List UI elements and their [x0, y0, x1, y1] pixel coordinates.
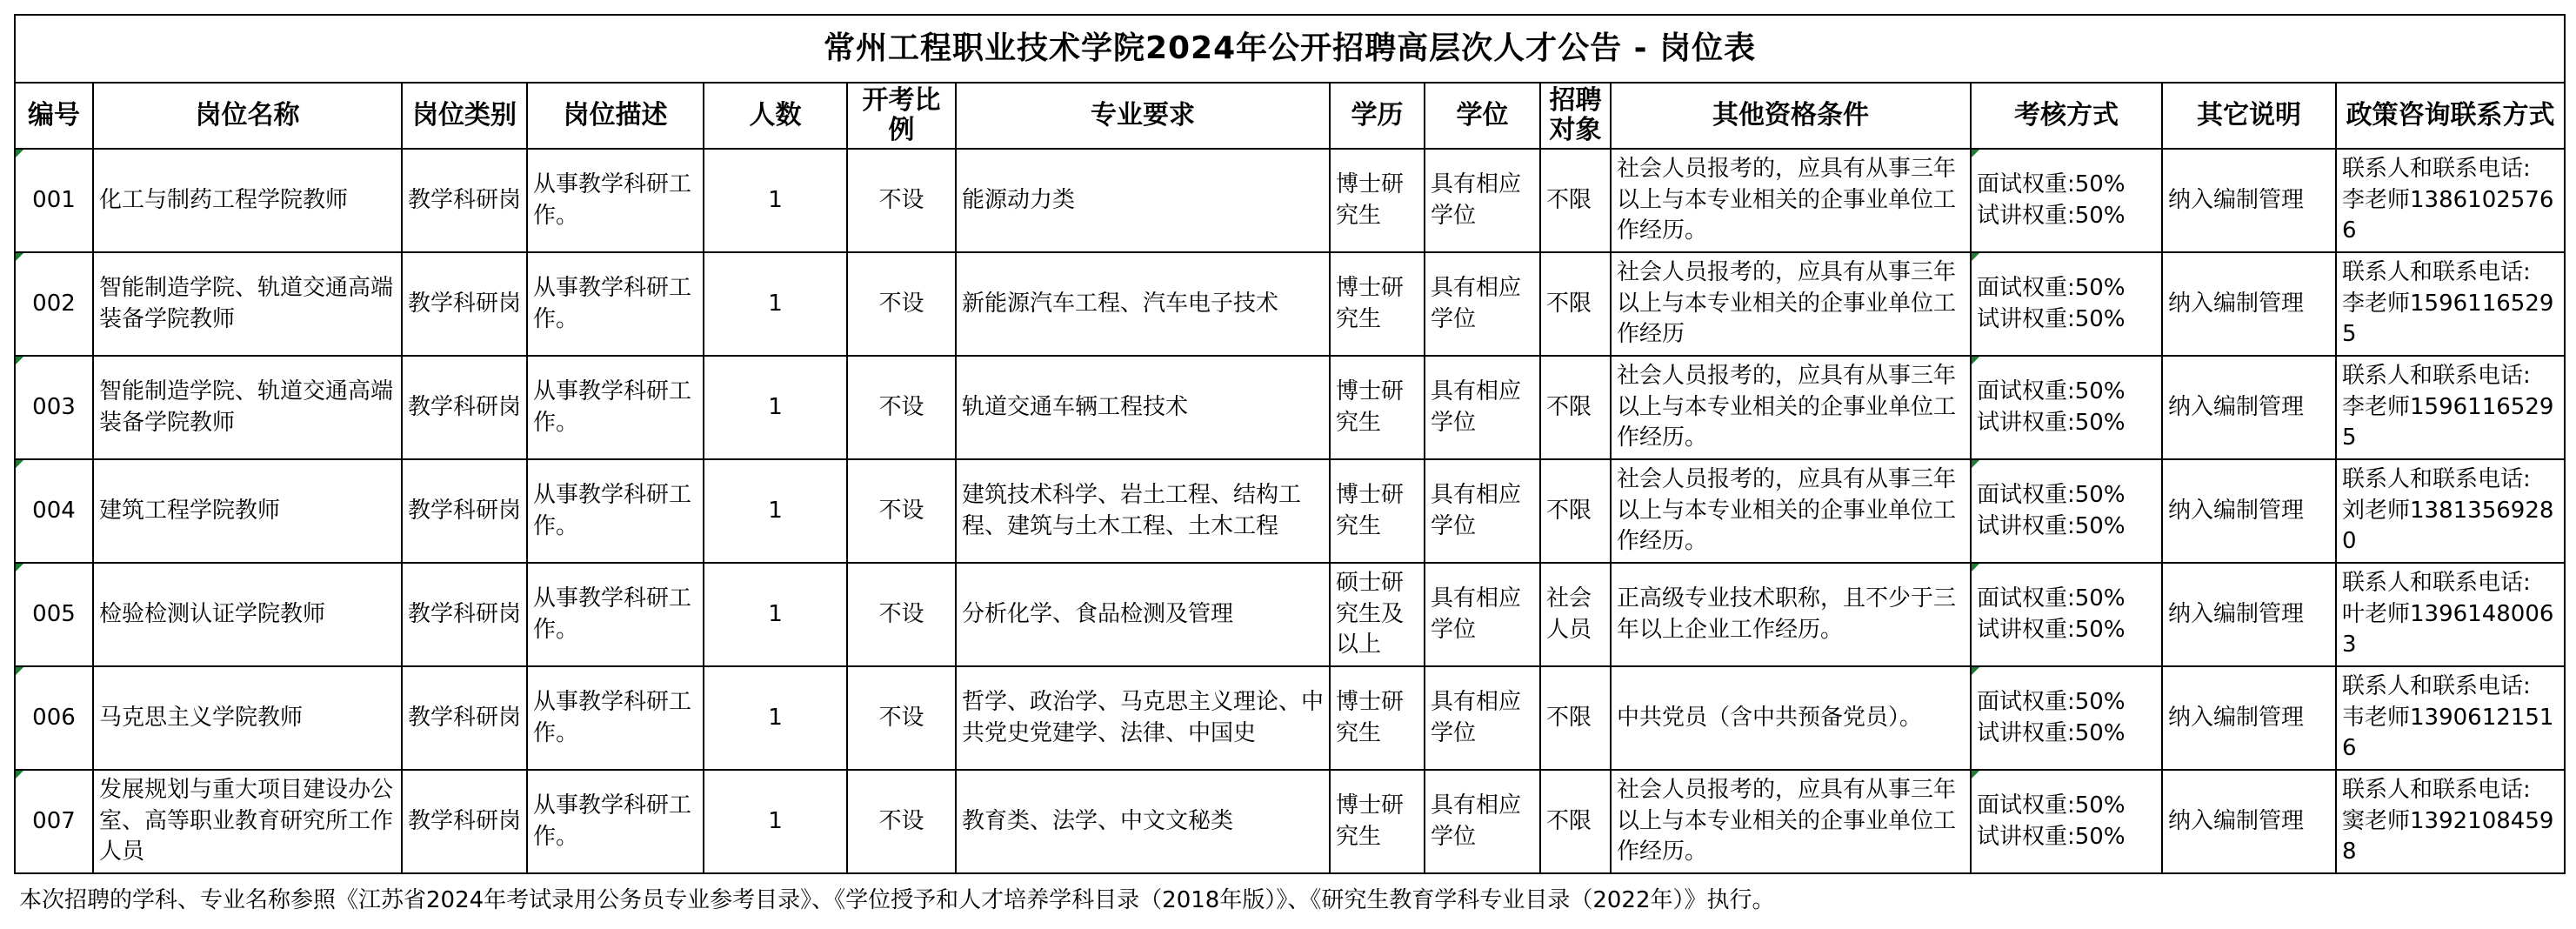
- cell-major: 分析化学、食品检测及管理: [956, 563, 1330, 666]
- cell-count: 1: [704, 252, 847, 356]
- cell-assessment-line: 面试权重:50%: [1977, 274, 2126, 301]
- cell-education: 博士研究生: [1330, 770, 1425, 873]
- cell-assessment-line: 面试权重:50%: [1977, 378, 2126, 404]
- cell-ratio: 不设: [847, 252, 956, 356]
- cell-assessment-line: 试讲权重:50%: [1977, 616, 2126, 643]
- cell-target: 不限: [1540, 356, 1611, 459]
- cell-degree: 具有相应学位: [1425, 770, 1540, 873]
- cell-count: 1: [704, 770, 847, 873]
- cell-position-name: 发展规划与重大项目建设办公室、高等职业教育研究所工作人员: [93, 770, 402, 873]
- header-contact: 政策咨询联系方式: [2336, 83, 2565, 149]
- cell-position-name: 化工与制药工程学院教师: [93, 149, 402, 252]
- cell-description: 从事教学科研工作。: [527, 252, 704, 356]
- cell-contact: [2336, 770, 2565, 873]
- header-ratio: 开考比例: [847, 83, 956, 149]
- cell-description: 从事教学科研工作。: [527, 149, 704, 252]
- cell-target: 不限: [1540, 770, 1611, 873]
- cell-other-conditions: 社会人员报考的，应具有从事三年以上与本专业相关的企事业单位工作经历。: [1611, 770, 1971, 873]
- cell-education: 博士研究生: [1330, 149, 1425, 252]
- cell-id: 004: [15, 459, 93, 563]
- cell-degree: 具有相应学位: [1425, 563, 1540, 666]
- cell-id: 006: [15, 666, 93, 770]
- header-id: 编号: [15, 83, 93, 149]
- cell-assessment: [1971, 149, 2162, 252]
- cell-count: 1: [704, 459, 847, 563]
- header-other-conditions: 其他资格条件: [1611, 83, 1971, 149]
- cell-id: 001: [15, 149, 93, 252]
- table-row: [15, 770, 2565, 873]
- cell-assessment-line: 面试权重:50%: [1977, 170, 2126, 197]
- table-row: [15, 459, 2565, 563]
- cell-description: 从事教学科研工作。: [527, 666, 704, 770]
- cell-count: 1: [704, 356, 847, 459]
- cell-other-conditions: 社会人员报考的，应具有从事三年以上与本专业相关的企事业单位工作经历。: [1611, 356, 1971, 459]
- cell-major: 教育类、法学、中文文秘类: [956, 770, 1330, 873]
- cell-id: 002: [15, 252, 93, 356]
- cell-id: 003: [15, 356, 93, 459]
- cell-count: 1: [704, 149, 847, 252]
- cell-assessment: [1971, 563, 2162, 666]
- cell-category: 教学科研岗: [402, 459, 527, 563]
- cell-count: 1: [704, 563, 847, 666]
- cell-assessment: [1971, 459, 2162, 563]
- cell-position-name: 检验检测认证学院教师: [93, 563, 402, 666]
- cell-assessment-line: 试讲权重:50%: [1977, 823, 2126, 850]
- cell-contact-line: 联系人和联系电话:: [2342, 155, 2531, 182]
- cell-contact: [2336, 459, 2565, 563]
- table-row: [15, 666, 2565, 770]
- header-target: 招聘对象: [1540, 83, 1611, 149]
- job-position-sheet: [14, 14, 2564, 874]
- cell-category: 教学科研岗: [402, 252, 527, 356]
- cell-category: 教学科研岗: [402, 356, 527, 459]
- page-title: 常州工程职业技术学院2024年公开招聘高层次人才公告 - 岗位表: [15, 15, 2565, 83]
- cell-contact-line: 联系人和联系电话:: [2342, 569, 2531, 596]
- cell-assessment-line: 试讲权重:50%: [1977, 409, 2126, 436]
- cell-target: 不限: [1540, 149, 1611, 252]
- cell-category: 教学科研岗: [402, 149, 527, 252]
- cell-contact-line: 联系人和联系电话:: [2342, 465, 2531, 492]
- footnote: 本次招聘的学科、专业名称参照《江苏省2024年考试录用公务员专业参考目录》、《学位授予和人才培养学科目录（2018年版）》、《研究生教育学科专业目录（2022年）》执行。: [19, 887, 1775, 913]
- cell-count: 1: [704, 666, 847, 770]
- cell-contact: [2336, 149, 2565, 252]
- cell-degree: 具有相应学位: [1425, 149, 1540, 252]
- cell-assessment-line: 面试权重:50%: [1977, 688, 2126, 715]
- cell-ratio: 不设: [847, 770, 956, 873]
- header-note: 其它说明: [2162, 83, 2336, 149]
- cell-category: 教学科研岗: [402, 563, 527, 666]
- table-row: [15, 252, 2565, 356]
- cell-contact-line: 李老师15961165295: [2342, 393, 2554, 451]
- header-position-name: 岗位名称: [93, 83, 402, 149]
- cell-category: 教学科研岗: [402, 770, 527, 873]
- cell-target: 不限: [1540, 252, 1611, 356]
- cell-major: 轨道交通车辆工程技术: [956, 356, 1330, 459]
- cell-position-name: 建筑工程学院教师: [93, 459, 402, 563]
- cell-assessment-line: 试讲权重:50%: [1977, 719, 2126, 746]
- cell-other-conditions: 中共党员（含中共预备党员）。: [1611, 666, 1971, 770]
- cell-note: 纳入编制管理: [2162, 770, 2336, 873]
- cell-major: 能源动力类: [956, 149, 1330, 252]
- cell-description: 从事教学科研工作。: [527, 563, 704, 666]
- cell-other-conditions: 正高级专业技术职称，且不少于三年以上企业工作经历。: [1611, 563, 1971, 666]
- cell-education: 硕士研究生及以上: [1330, 563, 1425, 666]
- cell-position-name: 智能制造学院、轨道交通高端装备学院教师: [93, 356, 402, 459]
- cell-major: 建筑技术科学、岩土工程、结构工程、建筑与土木工程、土木工程: [956, 459, 1330, 563]
- cell-target: 社会人员: [1540, 563, 1611, 666]
- cell-other-conditions: 社会人员报考的，应具有从事三年以上与本专业相关的企事业单位工作经历。: [1611, 459, 1971, 563]
- cell-assessment-line: 试讲权重:50%: [1977, 202, 2126, 229]
- cell-ratio: 不设: [847, 563, 956, 666]
- cell-assessment: [1971, 666, 2162, 770]
- cell-major: 新能源汽车工程、汽车电子技术: [956, 252, 1330, 356]
- cell-contact: [2336, 356, 2565, 459]
- header-description: 岗位描述: [527, 83, 704, 149]
- header-major: 专业要求: [956, 83, 1330, 149]
- cell-target: 不限: [1540, 459, 1611, 563]
- cell-note: 纳入编制管理: [2162, 356, 2336, 459]
- cell-assessment-line: 试讲权重:50%: [1977, 512, 2126, 539]
- cell-contact-line: 韦老师13906121516: [2342, 704, 2554, 762]
- cell-degree: 具有相应学位: [1425, 356, 1540, 459]
- header-row: [15, 83, 2565, 149]
- cell-ratio: 不设: [847, 356, 956, 459]
- header-degree: 学位: [1425, 83, 1540, 149]
- table-body: [15, 149, 2565, 873]
- cell-contact-line: 李老师15961165295: [2342, 290, 2554, 348]
- cell-assessment-line: 面试权重:50%: [1977, 585, 2126, 612]
- cell-position-name: 智能制造学院、轨道交通高端装备学院教师: [93, 252, 402, 356]
- cell-contact: [2336, 252, 2565, 356]
- table-row: [15, 356, 2565, 459]
- cell-assessment-line: 面试权重:50%: [1977, 481, 2126, 508]
- cell-contact-line: 联系人和联系电话:: [2342, 672, 2531, 699]
- cell-contact-line: 窦老师13921084598: [2342, 807, 2554, 866]
- table-row: [15, 563, 2565, 666]
- cell-education: 博士研究生: [1330, 666, 1425, 770]
- cell-assessment: [1971, 356, 2162, 459]
- cell-assessment-line: 试讲权重:50%: [1977, 305, 2126, 332]
- cell-major: 哲学、政治学、马克思主义理论、中共党史党建学、法律、中国史: [956, 666, 1330, 770]
- cell-description: 从事教学科研工作。: [527, 770, 704, 873]
- position-table: [14, 14, 2566, 874]
- cell-contact-line: 刘老师13813569280: [2342, 497, 2554, 555]
- title-row: [15, 15, 2565, 83]
- cell-other-conditions: 社会人员报考的，应具有从事三年以上与本专业相关的企事业单位工作经历。: [1611, 149, 1971, 252]
- cell-note: 纳入编制管理: [2162, 563, 2336, 666]
- cell-id: 007: [15, 770, 93, 873]
- cell-description: 从事教学科研工作。: [527, 356, 704, 459]
- cell-note: 纳入编制管理: [2162, 252, 2336, 356]
- cell-contact: [2336, 666, 2565, 770]
- cell-note: 纳入编制管理: [2162, 459, 2336, 563]
- header-category: 岗位类别: [402, 83, 527, 149]
- cell-target: 不限: [1540, 666, 1611, 770]
- cell-contact-line: 联系人和联系电话:: [2342, 258, 2531, 285]
- cell-assessment: [1971, 252, 2162, 356]
- cell-position-name: 马克思主义学院教师: [93, 666, 402, 770]
- cell-other-conditions: 社会人员报考的，应具有从事三年以上与本专业相关的企事业单位工作经历: [1611, 252, 1971, 356]
- cell-note: 纳入编制管理: [2162, 149, 2336, 252]
- cell-degree: 具有相应学位: [1425, 459, 1540, 563]
- cell-category: 教学科研岗: [402, 666, 527, 770]
- cell-id: 005: [15, 563, 93, 666]
- cell-education: 博士研究生: [1330, 459, 1425, 563]
- cell-description: 从事教学科研工作。: [527, 459, 704, 563]
- cell-assessment-line: 面试权重:50%: [1977, 792, 2126, 819]
- cell-contact-line: 李老师13861025766: [2342, 186, 2554, 244]
- cell-note: 纳入编制管理: [2162, 666, 2336, 770]
- cell-ratio: 不设: [847, 666, 956, 770]
- header-assessment: 考核方式: [1971, 83, 2162, 149]
- cell-contact-line: 联系人和联系电话:: [2342, 362, 2531, 389]
- cell-degree: 具有相应学位: [1425, 252, 1540, 356]
- header-count: 人数: [704, 83, 847, 149]
- cell-ratio: 不设: [847, 459, 956, 563]
- cell-education: 博士研究生: [1330, 252, 1425, 356]
- table-row: [15, 149, 2565, 252]
- cell-education: 博士研究生: [1330, 356, 1425, 459]
- header-education: 学历: [1330, 83, 1425, 149]
- cell-degree: 具有相应学位: [1425, 666, 1540, 770]
- cell-contact: [2336, 563, 2565, 666]
- cell-contact-line: 叶老师13961480063: [2342, 600, 2554, 658]
- cell-ratio: 不设: [847, 149, 956, 252]
- cell-contact-line: 联系人和联系电话:: [2342, 776, 2531, 803]
- cell-assessment: [1971, 770, 2162, 873]
